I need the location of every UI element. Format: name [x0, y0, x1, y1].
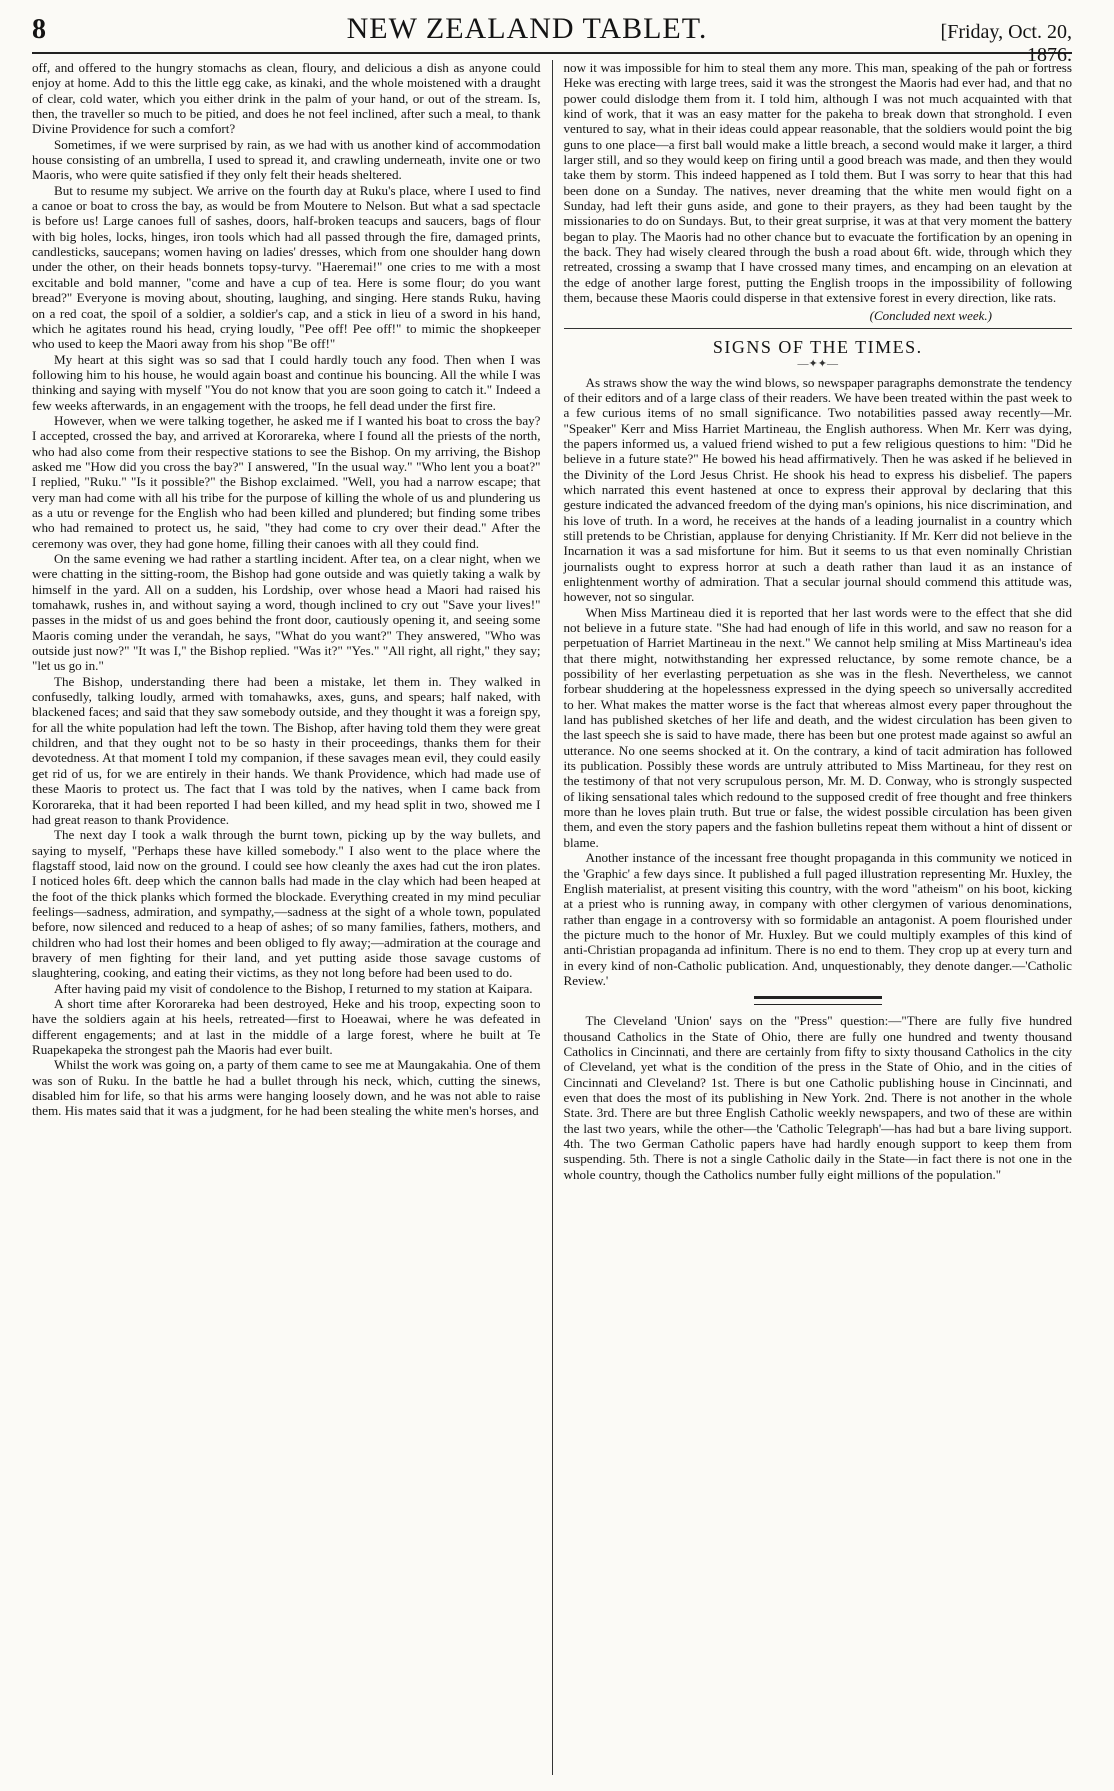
- article-paragraph: The Cleveland 'Union' says on the "Press" question:—"There are fully five hundred thousand Catholics in the State of Ohio, there are fully one hundred and twenty thousand Catholics in Cincinnati, and there are certainly from fifty to sixty thousand Catholics in the city of Cleveland, yet what is the condition of the press in the State of Ohio, and in the cities of Cincinnati and Cleveland? 1st. There is but one Catholic publishing house in Cincinnati, and even that does the most of its publishing in New York. 2nd. There is not another in the whole State. 3rd. There are but three English Catholic weekly newspapers, and two of these are within the last two years, while the other—the 'Catholic Telegraph'—has had but a bare living support. 4th. The two German Catholic papers have had hardly enough support to keep them from suspending. 5th. There is not a single Catholic daily in the State—in fact there is not one in the whole country, though the Catholics number fully eight millions of the population.": [563, 1013, 1072, 1182]
- article-paragraph: Sometimes, if we were surprised by rain, as we had with us another kind of accommodation house consisting of an umbrella, I used to spread it, and crawling underneath, invite one or two Maoris, who were quite satisfied if they only felt their heads sheltered.: [32, 136, 541, 183]
- article-paragraph: The Bishop, understanding there had been a mistake, let them in. They walked in confusedly, talking loudly, armed with tomahawks, axes, guns, and spears; half naked, with blackened faces; and said that they saw somebody outside, and they thought it was a foreign spy, for all the white population had left the town. The Bishop, after having told them they were great children, and that they ought not to be so hasty in their proceedings, thanks them for their devotedness. At that moment I told my companion, if these savages mean evil, they could easily get rid of us, for we are entirely in their hands. We thank Providence, which had made use of these Maoris to protect us. The fact that I was told by the natives, when I came back from Kororareka, that it had been reported I had been killed, and my head split in two, showed me I had great reason to thank Providence.: [32, 673, 541, 827]
- section-ornament: —✦✦—: [797, 357, 838, 370]
- article-paragraph: On the same evening we had rather a startling incident. After tea, on a clear night, when we were chatting in the sitting-room, the Bishop had gone outside and was quietly taking a walk by himself in the yard. All on a sudden, his Lordship, over whose head a Maori had raised his tomahawk, rushes in, and without saying a word, though inclined to cry out "Save your lives!" passes in the midst of us and goes behind the front door, cautiously opening it, and seeing some Maoris coming under the verandah, he says, "What do you want?" They answered, "Who was outside just now?" "It was I," the Bishop replied. "Was it?" "Yes." "All right, all right," they say; "let us go in.": [32, 551, 541, 674]
- article-paragraph: off, and offered to the hungry stomachs as clean, floury, and delicious a dish as anyone could enjoy at home. Add to this the little egg cake, as kinaki, and the whole moistened with a draught of clear, cold water, which you either drink in the palm of your hand, or out of the stream. Is, then, the traveller so much to be pitied, and does he not feel inclined, after such a meal, to thank Divine Providence for such a comfort?: [32, 60, 541, 137]
- article-paragraph: As straws show the way the wind blows, so newspaper paragraphs demonstrate the tendency of their editors and of a large class of their readers. We have been treated within the past week to a few curious items of no small significance. Two notabilities passed away recently—Mr. "Speaker" Kerr and Miss Harriet Martineau, the English authoress. When Mr. Kerr was dying, the papers informed us, a valued friend wished to put a few religious questions to him: "Did he believe in a future state?" He bowed his head affirmatively. Then he was asked if he believed in the Divinity of the Lord Jesus Christ. He shook his head to express his disbelief. The papers which narrated this event hastened at once to express their approval by declaring that this gesture indicated the advanced freedom of the dying man's opinions, his nice discrimination, and his love of truth. In a word, he receives at the hands of a leading journalist in a country which still pretends to be Christian, applause for denying Christianity. If Mr. Kerr did not believe in the Incarnation it was a sad misfortune for him. But it seems to us that even nominally Christian journalists ought to express horror at such a death rather than laud it as an instance of enlightenment worthy of admiration. That a secular journal should commend this attitude was, however, not so singular.: [563, 374, 1072, 605]
- section-divider: [754, 996, 883, 1005]
- masthead: NEW ZEALAND TABLET.: [346, 12, 708, 45]
- section-divider: [564, 328, 1073, 329]
- article-paragraph: A short time after Kororareka had been destroyed, Heke and his troop, expecting soon to have the soldiers again at his heels, retreated—first to Hoeawai, where he was defeated in different engagements; and at last in the middle of a large forest, where he built at Te Ruapekapeka the strongest pah the Maoris had ever built.: [32, 995, 541, 1057]
- article-paragraph: However, when we were talking together, he asked me if I wanted his boat to cross the bay? I accepted, crossed the bay, and arrived at Kororareka, where I found all the priests of the north, who had also come from their respective stations to see the Bishop. On my arriving, the Bishop asked me "How did you cross the bay?" I answered, "In the usual way." "Who lent you a boat?" I replied, "Ruku." "Is it possible?" the Bishop exclaimed. "Well, you had a narrow escape; that very man had come with all his tribe for the purpose of killing the whole of us and plundering us as a utu or revenge for the English who had been killed and plundered; but finding some tribes who had remained to protect us, he said, "they had come to cry over their dead." After the ceremony was over, they had gone home, filling their canoes with all they could find.: [32, 412, 541, 551]
- article-paragraph: Another instance of the incessant free thought propaganda in this community we noticed in the 'Graphic' a few days since. It published a full paged illustration representing Mr. Huxley, the English materialist, at present visiting this country, with the word "atheism" on his boot, kicking at a priest who is running away, in company with other clergymen of various denominations, rather than engage in a controversy with so formidable an antagonist. A poem flourished under the picture much to the honor of Mr. Huxley. But we could multiply examples of this kind of anti-Christian propaganda ad infinitum. There is no end to them. They crop up at every turn and in every kind of non-Catholic publication. And, unquestionably, they denote danger.—'Catholic Review.': [563, 850, 1072, 988]
- left-column: [32, 60, 553, 1775]
- issue-date: [Friday, Oct. 20, 1876.: [940, 21, 1072, 66]
- article-paragraph: Whilst the work was going on, a party of them came to see me at Maungakahia. One of them was son of Ruku. In the battle he had a bullet through his neck, which, cutting the sinews, disabled him for life, so that his arms were hanging loosely down, and he was not able to raise them. His mates said that it was a judgment, for he had been stealing the white men's horses, and: [32, 1057, 541, 1119]
- article-paragraph: The next day I took a walk through the burnt town, picking up by the way bullets, and saying to myself, "Perhaps these have killed somebody." I also went to the place where the flagstaff stood, laid now on the ground. I could see how cleanly the axes had cut the iron plates. I noticed holes 6ft. deep which the cannon balls had made in the clay which had been heaped at the foot of the thick planks which formed the blockade. Everything created in my mind peculiar feelings—sadness, admiration, and sympathy,—sadness at the sight of a whole town, populated before, now silenced and reduced to a heap of ashes; of so many families, fathers, mothers, and children who had lost their homes and been obliged to fly away;—admiration at the courage and bravery of men fighting for their land, and yet putting aside those savage customs of slaughtering, cooking, and eating their victims, as they not long before had been used to do.: [32, 827, 541, 981]
- page-header: [32, 12, 1072, 66]
- article-paragraph: After having paid my visit of condolence to the Bishop, I returned to my station at Kaipara.: [54, 980, 533, 996]
- right-column: [553, 60, 1073, 1775]
- concluded-note: (Concluded next week.): [869, 307, 992, 323]
- article-paragraph: When Miss Martineau died it is reported that her last words were to the effect that she did not believe in a future state. "She had had enough of life in this world, and saw no reason for a perpetuation of Harriet Martineau in the next." We cannot help smiling at Miss Martineau's idea that there might, notwithstanding her expressed reluctance, by some remote chance, be a possibility of her everlasting perpetuation as she was in the flesh. Nevertheless, we cannot forbear shuddering at the hopelessness expressed in the dying speech so universally accredited to her. What makes the matter worse is the fact that whereas almost every paper throughout the land has published sketches of her life and death, and the widest circulation has been given to the last speech she is said to have made, there has been but one protest made against so awful an utterance. No one seems shocked at it. On the contrary, a kind of tacit admiration has followed its publication. Possibly these words are untruly attributed to Miss Martineau, for they rest on the testimony of that not very scrupulous person, Mr. M. D. Conway, who is strongly suspected of liking sensational tales which redound to the supposed credit of free thought and free thinkers more than he loves plain truth. But true or false, the widest possible circulation has been given them, and even the story papers and the fashion bulletins repeat them without a hint of dissent or blame.: [563, 604, 1072, 850]
- page-number: 8: [32, 14, 46, 45]
- article-paragraph: My heart at this sight was so sad that I could hardly touch any food. Then when I was following him to his house, he would again boast and continue his bouncing. All the while I was thinking and saying with myself "You do not know that you are soon going to catch it." Indeed a few weeks afterwards, in an engagement with the troops, he fell dead under the first fire.: [32, 351, 541, 413]
- article-columns: [32, 60, 1072, 1775]
- article-paragraph: now it was impossible for him to steal them any more. This man, speaking of the pah or fortress Heke was erecting with large trees, said it was the strongest the Maoris had ever had, and that no power could dislodge them from it. I told him, although I was not much acquainted with that kind of work, that it was an easy matter for the pakeha to break down that stronghold. I even ventured to say, what in their ideas could appear reasonable, that the soldiers would point the big guns to one place—a first ball would make a little breach, a second would make it larger, a third larger still, and so they would keep on firing until a good breach was made, and then they would take them by storm. This indeed happened as I told them. But I was sorry to hear that this had been done on a Sunday. The natives, never dreaming that the white men would fight on a Sunday, had left their guns aside, and gone to their prayers, as they had been taught by the missionaries to do on Sundays. But, to their great surprise, it was at that very moment the battery began to play. The Maoris had no other chance but to evacuate the fortification by an opening in the back. They had wisely cleared through the bush a road about 6ft. wide, through which they retreated, crossing a swamp that I have crossed many times, and encamping on an elevation at the edge of another large forest, putting the English troops in the impossibility of following them, because these Maoris could disperse in that extensive forest in every direction, like rats.: [563, 60, 1072, 306]
- article-paragraph: But to resume my subject. We arrive on the fourth day at Ruku's place, where I used to find a canoe or boat to cross the bay, as would be from Moutere to Nelson. But what a sad spectacle is before us! Large canoes full of sashes, doors, half-broken teacups and saucers, bags of flour with big holes, locks, hinges, iron tools which had all passed through the fire, damaged prints, candlesticks, saucepans; women having on ladies' dresses, which from one shoulder hang down under the other, on their heads bonnets topsy-turvy. "Haeremai!" one cries to me with a most excitable and bold manner, "come and have a cup of tea. Here is some flour; do you want bread?" Everyone is moving about, shouting, laughing, and singing. Here stands Ruku, having on a red coat, the spoil of a soldier, a soldier's cap, and a stick in lieu of a sword in his hand, which he agitates round his head, crying loudly, "Pee off! Pee off!" to mimic the shopkeeper who used to keep the Maori away from his shop "Be off!": [32, 182, 541, 352]
- section-title: SIGNS OF THE TIMES.: [712, 336, 923, 357]
